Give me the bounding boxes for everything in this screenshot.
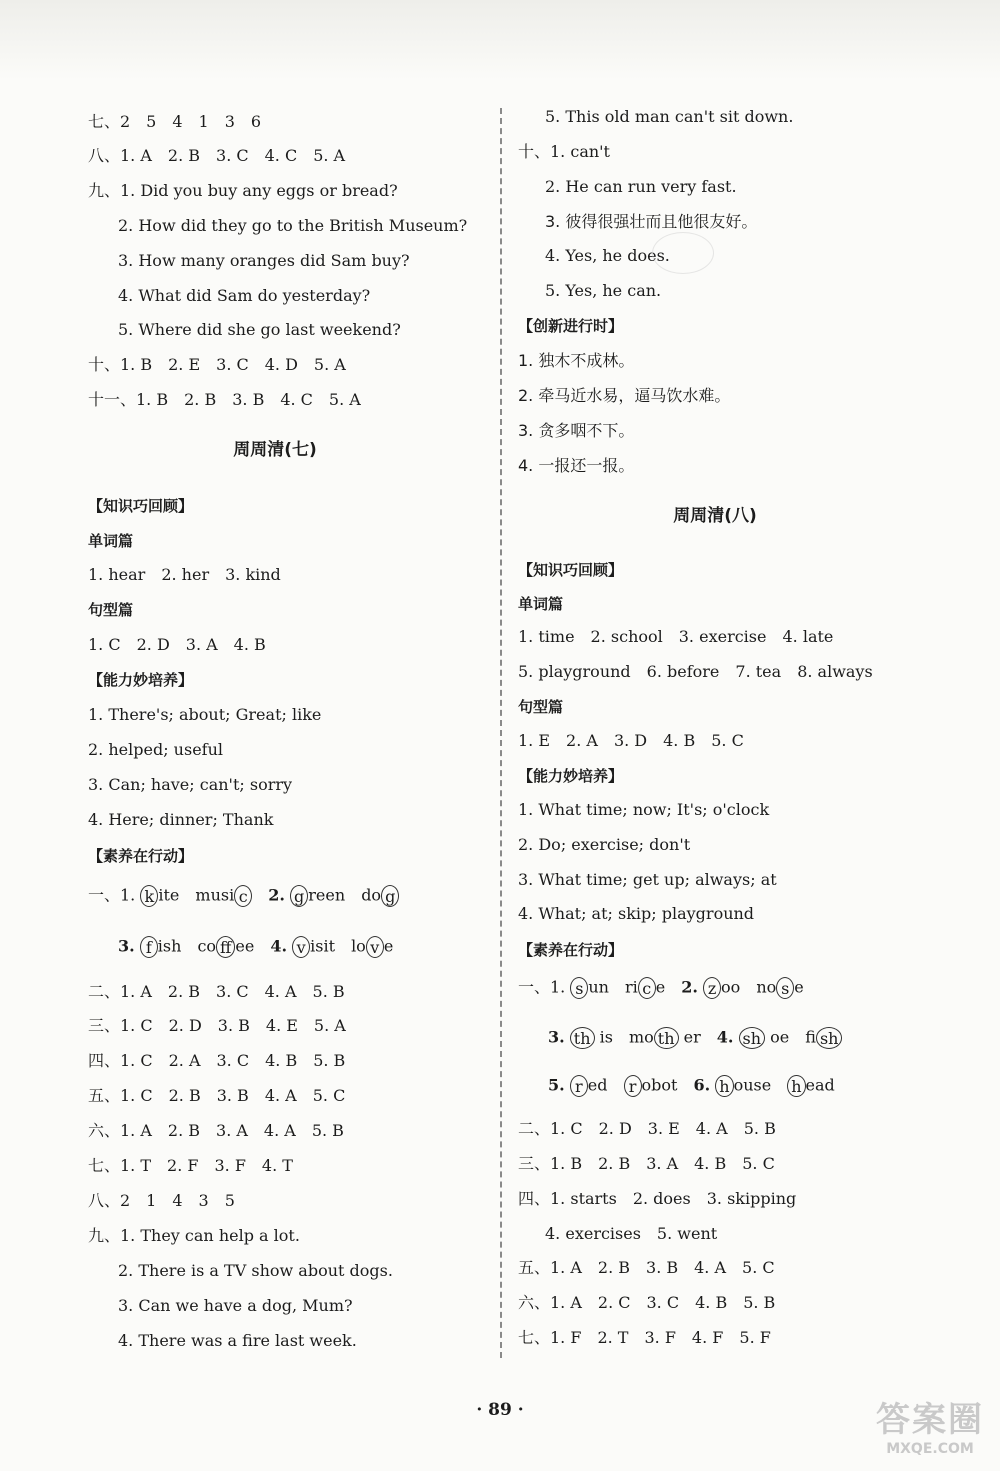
answer-line: 三、1. C 2. D 3. B 4. E 5. A	[88, 1016, 346, 1035]
answer-line: 六、1. A 2. C 3. C 4. B 5. B	[518, 1293, 776, 1312]
circled-letter: r	[570, 1075, 588, 1097]
circled-letters-line: 3. f ish co ff ee 4. v isit lo v e	[118, 936, 394, 957]
answer-line: 八、2 1 4 3 5	[88, 1191, 235, 1210]
answer-line: 1. There's; about; Great; like	[88, 705, 322, 724]
answer-line: 5. This old man can't sit down.	[545, 107, 794, 126]
circled-letter: h	[715, 1075, 733, 1097]
answer-line: 四、1. starts 2. does 3. skipping	[518, 1189, 797, 1208]
answer-line: 五、1. A 2. B 3. B 4. A 5. C	[518, 1258, 775, 1277]
section-header: 【能力妙培养】	[518, 767, 624, 785]
answer-line: 2. Do; exercise; don't	[518, 835, 691, 854]
section-title: 周周清(八)	[673, 506, 757, 526]
answer-line: 七、1. F 2. T 3. F 4. F 5. F	[518, 1328, 771, 1347]
section-header: 【素养在行动】	[518, 941, 624, 959]
section-title: 周周清(七)	[233, 440, 317, 460]
circled-letter: c	[234, 885, 252, 907]
circled-letters-line: 一、1. s un ri c e 2. z oo no s e	[518, 977, 804, 998]
answer-line: 1. What time; now; It's; o'clock	[518, 800, 770, 819]
answer-line: 3. 彼得很强壮而且他很友好。	[545, 212, 758, 231]
answer-line: 4. Here; dinner; Thank	[88, 810, 274, 829]
section-header: 【素养在行动】	[88, 847, 194, 865]
answer-line: 1. hear 2. her 3. kind	[88, 565, 281, 584]
answer-line: 二、1. C 2. D 3. E 4. A 5. B	[518, 1119, 776, 1138]
answer-line: 4. There was a fire last week.	[118, 1331, 357, 1350]
answer-line: 九、1. They can help a lot.	[88, 1226, 300, 1245]
circled-letter: s	[776, 977, 794, 999]
answer-line: 七、1. T 2. F 3. F 4. T	[88, 1156, 293, 1175]
answer-line: 二、1. A 2. B 3. C 4. A 5. B	[88, 982, 345, 1001]
answer-line: 2. 牵马近水易，逼马饮水难。	[518, 386, 731, 405]
column-divider	[500, 108, 502, 1358]
answer-line: 八、1. A 2. B 3. C 4. C 5. A	[88, 146, 346, 165]
answer-line: 3. Can we have a dog, Mum?	[118, 1296, 353, 1315]
stamp-mark	[652, 232, 714, 274]
subsection-header: 句型篇	[518, 698, 564, 716]
section-header: 【知识巧回顾】	[518, 561, 624, 579]
answer-line: 十、1. can't	[518, 142, 610, 161]
circled-letter: sh	[816, 1027, 843, 1049]
answer-line: 4. What did Sam do yesterday?	[118, 286, 371, 305]
answer-line: 1. C 2. D 3. A 4. B	[88, 635, 266, 654]
answer-line: 4. What; at; skip; playground	[518, 904, 755, 923]
circled-letter: th	[654, 1027, 679, 1049]
circled-letter: f	[140, 936, 158, 958]
scan-top-band	[0, 0, 1000, 80]
subsection-header: 句型篇	[88, 601, 134, 619]
answer-line: 3. How many oranges did Sam buy?	[118, 251, 410, 270]
answer-line: 4. 一报还一报。	[518, 456, 635, 475]
answer-line: 十、1. B 2. E 3. C 4. D 5. A	[88, 355, 346, 374]
circled-letter: s	[570, 977, 588, 999]
answer-line: 2. How did they go to the British Museum?	[118, 216, 468, 235]
answer-line: 5. playground 6. before 7. tea 8. always	[518, 662, 873, 681]
answer-line: 十一、1. B 2. B 3. B 4. C 5. A	[88, 390, 361, 409]
answer-line: 5. Where did she go last weekend?	[118, 320, 401, 339]
subsection-header: 单词篇	[88, 532, 134, 550]
section-header: 【知识巧回顾】	[88, 497, 194, 515]
circled-letter: g	[290, 885, 308, 907]
circled-letter: v	[292, 936, 310, 958]
answer-line: 五、1. C 2. B 3. B 4. A 5. C	[88, 1086, 346, 1105]
answer-line: 4. Yes, he does.	[545, 246, 670, 265]
circled-letters-line: 5. r ed r obot 6. h ouse h ead	[548, 1075, 835, 1096]
answer-line: 2. There is a TV show about dogs.	[118, 1261, 393, 1280]
answer-line: 九、1. Did you buy any eggs or bread?	[88, 181, 398, 200]
answer-line: 六、1. A 2. B 3. A 4. A 5. B	[88, 1121, 344, 1140]
answer-line: 1. 独木不成林。	[518, 351, 635, 370]
circled-letter: z	[703, 977, 721, 999]
answer-line: 3. Can; have; can't; sorry	[88, 775, 293, 794]
answer-line: 1. E 2. A 3. D 4. B 5. C	[518, 731, 744, 750]
circled-letter: v	[366, 936, 384, 958]
answer-line: 4. exercises 5. went	[545, 1224, 718, 1243]
answer-line: 3. What time; get up; always; at	[518, 870, 777, 889]
subsection-header: 单词篇	[518, 595, 564, 613]
answer-line: 1. time 2. school 3. exercise 4. late	[518, 627, 834, 646]
answer-line: 2. He can run very fast.	[545, 177, 737, 196]
answer-line: 七、2 5 4 1 3 6	[88, 112, 262, 131]
answer-line: 2. helped; useful	[88, 740, 223, 759]
page-number: · 89 ·	[476, 1400, 524, 1420]
circled-letters-line: 一、1. k ite musi c 2. g reen do g	[88, 885, 399, 907]
circled-letters-line: 3. th is mo th er 4. sh oe fi sh	[548, 1027, 842, 1049]
answer-line: 5. Yes, he can.	[545, 281, 662, 300]
circled-letter: h	[787, 1075, 805, 1097]
answer-line: 三、1. B 2. B 3. A 4. B 5. C	[518, 1154, 775, 1173]
circled-letter: ff	[216, 936, 235, 958]
circled-letter: g	[381, 885, 399, 907]
answer-line: 四、1. C 2. A 3. C 4. B 5. B	[88, 1051, 346, 1070]
circled-letter: sh	[739, 1027, 766, 1049]
circled-letter: c	[638, 977, 656, 999]
circled-letter: r	[624, 1075, 642, 1097]
circled-letter: k	[140, 885, 158, 907]
answer-line: 3. 贪多咽不下。	[518, 421, 635, 440]
watermark-logo: 答案圈 MXQE.COM	[876, 1400, 984, 1457]
section-header: 【创新进行时】	[518, 317, 624, 335]
section-header: 【能力妙培养】	[88, 671, 194, 689]
circled-letter: th	[570, 1027, 595, 1049]
